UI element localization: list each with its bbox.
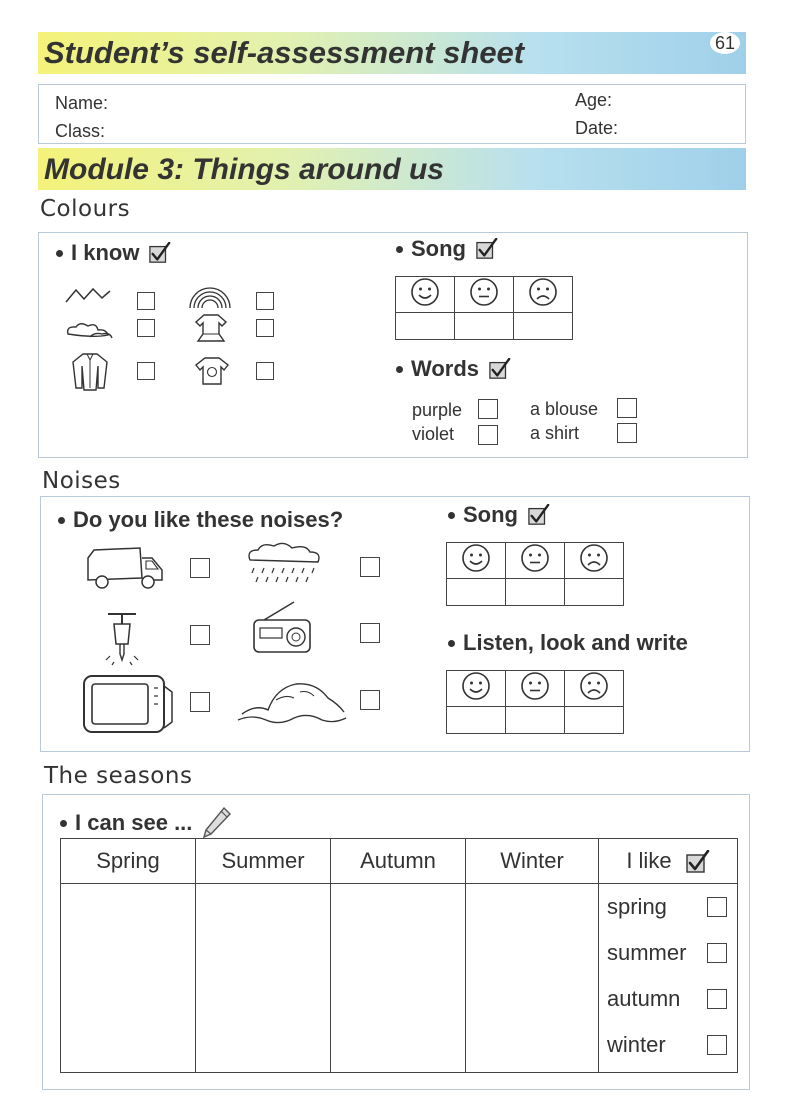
like-option-summer bbox=[599, 930, 737, 976]
face-cell bbox=[455, 277, 514, 313]
bullet-dot bbox=[448, 512, 455, 519]
like-summer-checkbox[interactable] bbox=[707, 943, 727, 963]
radio-icon bbox=[250, 600, 314, 656]
answer-cell[interactable] bbox=[514, 313, 573, 340]
shirt-icon bbox=[70, 352, 110, 392]
column-header-winter: Winter bbox=[466, 839, 599, 884]
tick-icon bbox=[149, 242, 171, 264]
rain-icon bbox=[244, 540, 324, 586]
listen-faces-table bbox=[446, 670, 624, 734]
i-like-options-cell bbox=[599, 884, 738, 1073]
face-cell bbox=[565, 543, 624, 579]
waves-checkbox[interactable] bbox=[360, 690, 380, 710]
like-option-label: summer bbox=[607, 940, 687, 965]
drill-checkbox[interactable] bbox=[190, 625, 210, 645]
answer-cell[interactable] bbox=[565, 707, 624, 734]
word-a-shirt: a shirt bbox=[530, 423, 580, 443]
i-can-see-heading bbox=[60, 806, 232, 840]
age-label: Age: bbox=[575, 90, 613, 110]
class-label: Class: bbox=[55, 121, 106, 141]
autumn-drawing-cell[interactable] bbox=[331, 884, 466, 1073]
tick-icon bbox=[528, 504, 550, 526]
word-purple-checkbox[interactable] bbox=[478, 399, 498, 419]
name-label: Name: bbox=[55, 93, 109, 113]
column-header-autumn: Autumn bbox=[331, 839, 466, 884]
clouds-checkbox[interactable] bbox=[137, 319, 155, 337]
words-label: Words bbox=[411, 356, 480, 381]
noises-question-heading bbox=[58, 507, 343, 533]
page-number: 61 bbox=[710, 32, 740, 54]
like-option-spring bbox=[599, 884, 737, 930]
radio-checkbox[interactable] bbox=[360, 623, 380, 643]
sad-face-icon bbox=[579, 671, 609, 701]
answer-cell[interactable] bbox=[455, 313, 514, 340]
blouse-icon bbox=[194, 312, 228, 344]
listen-label: Listen, look and write bbox=[463, 630, 688, 655]
face-cell bbox=[565, 671, 624, 707]
word-a-blouse-checkbox[interactable] bbox=[617, 398, 637, 418]
module-banner bbox=[38, 148, 746, 190]
face-cell bbox=[447, 671, 506, 707]
happy-face-icon bbox=[461, 671, 491, 701]
i-like-label: I like bbox=[626, 847, 672, 873]
answer-cell[interactable] bbox=[506, 579, 565, 606]
noises-song-heading bbox=[448, 502, 550, 528]
like-option-winter bbox=[599, 1022, 737, 1068]
like-spring-checkbox[interactable] bbox=[707, 897, 727, 917]
drill-icon bbox=[104, 610, 140, 666]
neutral-face-icon bbox=[520, 543, 550, 573]
shirt-checkbox[interactable] bbox=[137, 362, 155, 380]
bullet-dot bbox=[56, 250, 63, 257]
television-icon bbox=[80, 672, 176, 736]
spring-drawing-cell[interactable] bbox=[61, 884, 196, 1073]
like-autumn-checkbox[interactable] bbox=[707, 989, 727, 1009]
neutral-face-icon bbox=[520, 671, 550, 701]
page-title: Student’s self-assessment sheet bbox=[44, 35, 525, 70]
television-checkbox[interactable] bbox=[190, 692, 210, 712]
blouse-checkbox[interactable] bbox=[256, 319, 274, 337]
words-heading bbox=[396, 356, 511, 382]
bullet-dot bbox=[58, 517, 65, 524]
module-title: Module 3: Things around us bbox=[44, 153, 444, 186]
van-checkbox[interactable] bbox=[190, 558, 210, 578]
header-banner bbox=[38, 32, 746, 74]
face-cell bbox=[506, 543, 565, 579]
neutral-face-icon bbox=[469, 277, 499, 307]
word-purple: purple bbox=[412, 400, 463, 420]
noises-song-faces-table bbox=[446, 542, 624, 606]
i-can-see-label: I can see ... bbox=[75, 810, 193, 835]
face-cell bbox=[506, 671, 565, 707]
summer-drawing-cell[interactable] bbox=[196, 884, 331, 1073]
bullet-dot bbox=[448, 640, 455, 647]
answer-cell[interactable] bbox=[447, 707, 506, 734]
word-a-shirt-checkbox[interactable] bbox=[617, 423, 637, 443]
noises-heading: Noises bbox=[42, 468, 121, 494]
song-label: Song bbox=[411, 236, 466, 261]
rain-checkbox[interactable] bbox=[360, 557, 380, 577]
face-cell bbox=[396, 277, 455, 313]
mountains-icon bbox=[64, 286, 114, 306]
clouds-icon bbox=[64, 318, 116, 340]
bullet-dot bbox=[60, 820, 67, 827]
date-label: Date: bbox=[575, 118, 619, 138]
mountains-checkbox[interactable] bbox=[137, 292, 155, 310]
like-winter-checkbox[interactable] bbox=[707, 1035, 727, 1055]
song-label: Song bbox=[463, 502, 518, 527]
happy-face-icon bbox=[410, 277, 440, 307]
pencil-icon bbox=[202, 806, 232, 840]
word-violet-checkbox[interactable] bbox=[478, 425, 498, 445]
like-option-label: autumn bbox=[607, 986, 681, 1011]
i-know-heading bbox=[56, 240, 171, 266]
seasons-table bbox=[60, 838, 738, 1073]
van-icon bbox=[82, 544, 166, 596]
t-shirt-checkbox[interactable] bbox=[256, 362, 274, 380]
tick-icon bbox=[476, 238, 498, 260]
word-a-blouse: a blouse bbox=[530, 399, 599, 419]
tick-icon bbox=[489, 358, 511, 380]
column-header-i-like bbox=[599, 839, 738, 884]
colours-song-heading bbox=[396, 236, 498, 262]
column-header-summer: Summer bbox=[196, 839, 331, 884]
like-option-label: spring bbox=[607, 894, 667, 919]
colours-song-faces-table bbox=[395, 276, 573, 340]
face-cell bbox=[447, 543, 506, 579]
answer-cell[interactable] bbox=[447, 579, 506, 606]
tick-icon bbox=[686, 850, 710, 874]
colours-heading: Colours bbox=[40, 196, 131, 222]
happy-face-icon bbox=[461, 543, 491, 573]
sad-face-icon bbox=[579, 543, 609, 573]
bullet-dot bbox=[396, 366, 403, 373]
like-option-autumn bbox=[599, 976, 737, 1022]
t-shirt-icon bbox=[194, 356, 230, 386]
noises-question: Do you like these noises? bbox=[73, 507, 344, 532]
column-header-spring: Spring bbox=[61, 839, 196, 884]
winter-drawing-cell[interactable] bbox=[466, 884, 599, 1073]
rainbow-icon bbox=[186, 282, 234, 310]
waves-icon bbox=[236, 674, 348, 726]
listen-heading bbox=[448, 630, 688, 656]
answer-cell[interactable] bbox=[396, 313, 455, 340]
i-know-label: I know bbox=[71, 240, 140, 265]
bullet-dot bbox=[396, 246, 403, 253]
answer-cell[interactable] bbox=[506, 707, 565, 734]
answer-cell[interactable] bbox=[565, 579, 624, 606]
face-cell bbox=[514, 277, 573, 313]
word-violet: violet bbox=[412, 424, 455, 444]
rainbow-checkbox[interactable] bbox=[256, 292, 274, 310]
seasons-heading: The seasons bbox=[44, 763, 193, 789]
like-option-label: winter bbox=[607, 1032, 666, 1057]
student-info-panel bbox=[38, 84, 746, 144]
sad-face-icon bbox=[528, 277, 558, 307]
